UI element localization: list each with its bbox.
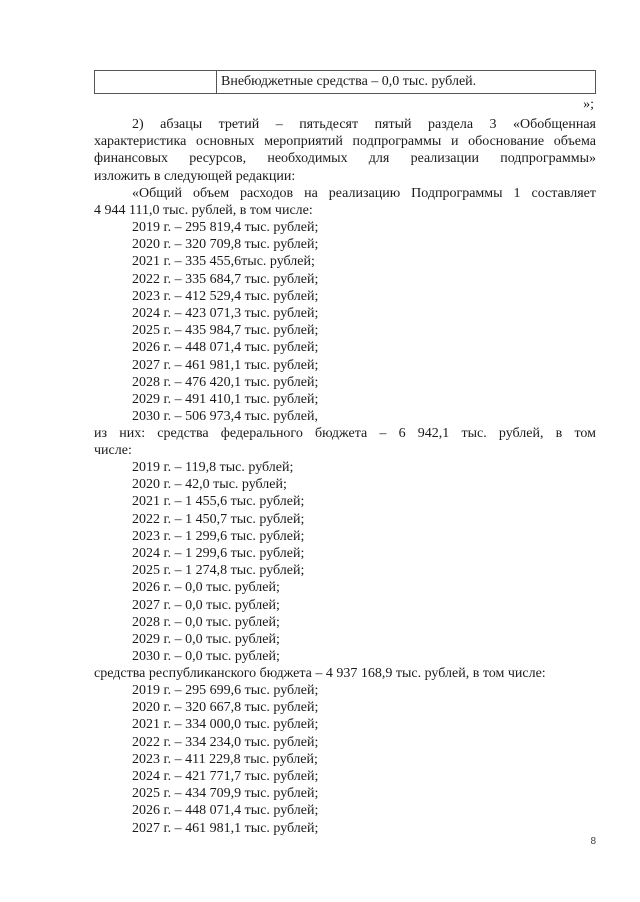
paragraph-line: характеристика основных мероприятий подпрограммы и обоснование объема <box>94 134 596 150</box>
list-item: 2022 г. – 334 234,0 тыс. рублей; <box>132 734 319 750</box>
list-item: 2029 г. – 0,0 тыс. рублей; <box>132 632 280 648</box>
list-item: 2028 г. – 0,0 тыс. рублей; <box>132 614 280 630</box>
list-item: 2021 г. – 334 000,0 тыс. рублей; <box>132 717 319 733</box>
paragraph-line: 4 944 111,0 тыс. рублей, в том числе: <box>94 203 313 219</box>
list-item: 2026 г. – 0,0 тыс. рублей; <box>132 580 280 596</box>
paragraph-line: «Общий объем расходов на реализацию Подпрограммы 1 составляет <box>132 186 596 201</box>
page-number: 8 <box>590 836 596 847</box>
list-item: 2019 г. – 295 819,4 тыс. рублей; <box>132 220 319 235</box>
list-item: 2026 г. – 448 071,4 тыс. рублей; <box>132 803 319 819</box>
table-closing-quote: »; <box>583 97 594 112</box>
list-item: 2022 г. – 1 450,7 тыс. рублей; <box>132 511 305 527</box>
list-item: 2025 г. – 434 709,9 тыс. рублей; <box>132 786 319 802</box>
list-item: 2030 г. – 506 973,4 тыс. рублей, <box>132 409 318 425</box>
list-item: 2021 г. – 1 455,6 тыс. рублей; <box>132 494 305 510</box>
list-item: 2023 г. – 1 299,6 тыс. рублей; <box>132 528 305 544</box>
list-item: 2021 г. – 335 455,6тыс. рублей; <box>132 254 315 270</box>
paragraph-line: из них: средства федерального бюджета – 6 942,1 тыс. рублей, в том <box>94 426 596 441</box>
paragraph-amendment-2 <box>94 116 596 185</box>
list-item: 2030 г. – 0,0 тыс. рублей; <box>132 649 280 665</box>
list-item: 2023 г. – 412 529,4 тыс. рублей; <box>132 288 319 304</box>
table-fragment <box>94 70 596 94</box>
paragraph-line: числе: <box>94 443 132 459</box>
paragraph-federal <box>94 425 596 459</box>
paragraph-line: финансовых ресурсов, необходимых для реализации подпрограммы» <box>94 151 596 167</box>
paragraph-line: 2) абзацы третий – пятьдесят пятый раздела 3 «Обобщенная <box>132 117 596 132</box>
table-column-divider <box>216 70 217 94</box>
federal-by-year-list <box>132 459 304 665</box>
list-item: 2024 г. – 423 071,3 тыс. рублей; <box>132 306 319 322</box>
list-item: 2025 г. – 435 984,7 тыс. рублей; <box>132 323 319 339</box>
list-item: 2024 г. – 1 299,6 тыс. рублей; <box>132 546 305 562</box>
list-item: 2028 г. – 476 420,1 тыс. рублей; <box>132 374 319 390</box>
paragraph-total <box>94 185 596 219</box>
paragraph-line: средства республиканского бюджета – 4 937 168,9 тыс. рублей, в том числе: <box>94 666 546 681</box>
list-item: 2020 г. – 320 667,8 тыс. рублей; <box>132 700 319 716</box>
table-cell-text: Внебюджетные средства – 0,0 тыс. рублей. <box>221 74 477 89</box>
list-item: 2026 г. – 448 071,4 тыс. рублей; <box>132 340 319 356</box>
list-item: 2022 г. – 335 684,7 тыс. рублей; <box>132 271 319 287</box>
total-by-year-list <box>132 219 318 425</box>
republican-by-year-list <box>132 682 318 837</box>
list-item: 2025 г. – 1 274,8 тыс. рублей; <box>132 563 305 579</box>
paragraph-republican <box>94 665 596 682</box>
list-item: 2019 г. – 119,8 тыс. рублей; <box>132 460 294 475</box>
list-item: 2027 г. – 461 981,1 тыс. рублей; <box>132 820 319 836</box>
list-item: 2023 г. – 411 229,8 тыс. рублей; <box>132 751 318 767</box>
list-item: 2019 г. – 295 699,6 тыс. рублей; <box>132 683 319 698</box>
list-item: 2029 г. – 491 410,1 тыс. рублей; <box>132 392 319 408</box>
list-item: 2027 г. – 461 981,1 тыс. рублей; <box>132 357 319 373</box>
paragraph-line: изложить в следующей редакции: <box>94 168 296 184</box>
list-item: 2020 г. – 42,0 тыс. рублей; <box>132 477 287 493</box>
list-item: 2020 г. – 320 709,8 тыс. рублей; <box>132 237 319 253</box>
list-item: 2024 г. – 421 771,7 тыс. рублей; <box>132 769 319 785</box>
list-item: 2027 г. – 0,0 тыс. рублей; <box>132 597 280 613</box>
